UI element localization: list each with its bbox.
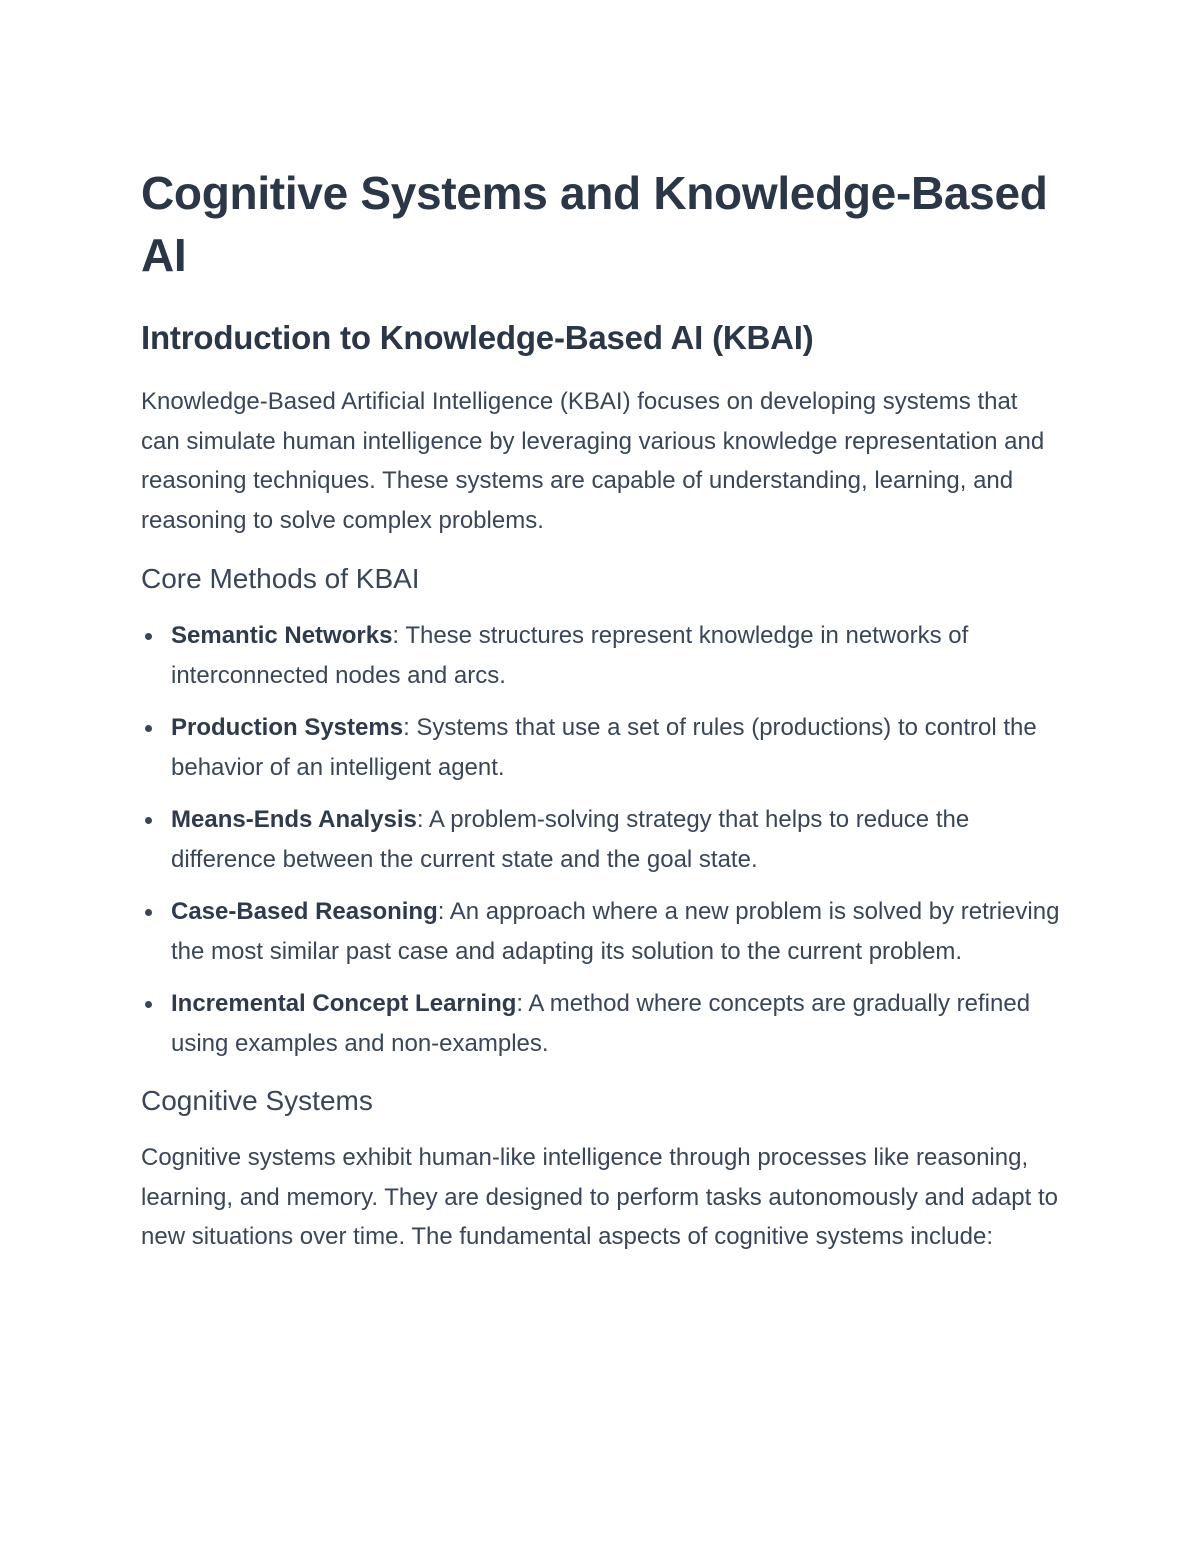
- list-item-description: : These structures represent knowledge in networks of interconnected nodes and arcs.: [171, 622, 969, 689]
- core-methods-list: [141, 616, 1060, 1064]
- list-item-description: : An approach where a new problem is solved by retrieving the most similar past case and adapting its solution to the current problem.: [171, 898, 1060, 965]
- bullet-icon: [145, 725, 152, 732]
- intro-paragraph: Knowledge-Based Artificial Intelligence (KBAI) focuses on developing systems that can simulate human intelligence by leveraging various knowledge representation and reasoning techniques. These systems are capable of understanding, learning, and reasoning to solve complex problems.: [141, 388, 1045, 534]
- list-item-term: Case-Based Reasoning: [171, 898, 438, 925]
- list-item-description: : A problem-solving strategy that helps to reduce the difference between the current state and the goal state.: [171, 806, 970, 873]
- section-heading-intro: Introduction to Knowledge-Based AI (KBAI): [141, 319, 814, 356]
- document-title: Cognitive Systems and Knowledge-Based AI: [141, 167, 1048, 281]
- bullet-icon: [145, 1001, 152, 1008]
- list-item-term: Means-Ends Analysis: [171, 806, 417, 833]
- list-item-description: : Systems that use a set of rules (productions) to control the behavior of an intelligent agent.: [171, 714, 1037, 781]
- list-item: [141, 892, 1060, 972]
- cognitive-systems-paragraph: Cognitive systems exhibit human-like intelligence through processes like reasoning, learning, and memory. They are designed to perform tasks autonomously and adapt to new situations over time. The fundamental aspects of cognitive systems include:: [141, 1144, 1058, 1250]
- list-item-description: : A method where concepts are gradually refined using examples and non-examples.: [171, 990, 1031, 1057]
- bullet-icon: [145, 909, 152, 916]
- list-item-term: Incremental Concept Learning: [171, 990, 517, 1017]
- bullet-icon: [145, 633, 152, 640]
- list-item: [141, 708, 1060, 788]
- subsection-heading-cognitive-systems: Cognitive Systems: [141, 1085, 373, 1116]
- list-item: [141, 616, 1060, 696]
- bullet-icon: [145, 817, 152, 824]
- list-item-term: Semantic Networks: [171, 622, 393, 649]
- list-item: [141, 984, 1060, 1064]
- list-item-term: Production Systems: [171, 714, 404, 741]
- subsection-heading-core-methods: Core Methods of KBAI: [141, 563, 420, 594]
- list-item: [141, 800, 1060, 880]
